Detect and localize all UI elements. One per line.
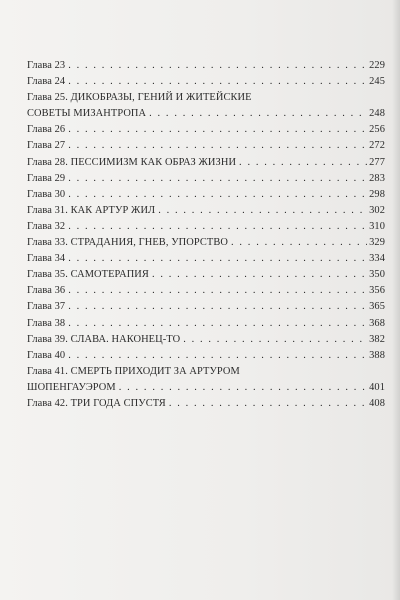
toc-entry xyxy=(27,364,385,396)
dot-leader xyxy=(158,203,367,219)
dot-leader xyxy=(68,251,367,267)
page-number: 283 xyxy=(369,172,385,184)
page-number: 388 xyxy=(369,349,385,361)
dot-leader xyxy=(152,267,367,283)
chapter-title: Глава 31. КАК АРТУР ЖИЛ xyxy=(27,204,156,216)
page-number: 277 xyxy=(369,156,385,168)
dot-leader xyxy=(68,187,367,203)
dot-leader xyxy=(169,396,367,412)
dot-leader xyxy=(239,155,367,171)
chapter-title: Глава 27 xyxy=(27,140,66,152)
page-number: 401 xyxy=(369,381,385,393)
chapter-title: Глава 36 xyxy=(27,285,66,297)
chapter-title: Глава 26 xyxy=(27,124,66,136)
chapter-title: Глава 32 xyxy=(27,220,66,232)
toc-entry xyxy=(27,283,385,299)
page-number: 272 xyxy=(369,140,385,152)
toc-entry xyxy=(27,138,385,154)
toc-entry xyxy=(27,299,385,315)
dot-leader xyxy=(68,283,367,299)
toc-entry xyxy=(27,251,385,267)
dot-leader xyxy=(68,219,367,235)
chapter-title: Глава 35. САМОТЕРАПИЯ xyxy=(27,269,149,281)
toc-entry xyxy=(27,235,385,251)
toc-entry xyxy=(27,155,385,171)
dot-leader xyxy=(119,380,367,396)
chapter-title-line2: СОВЕТЫ МИЗАНТРОПА xyxy=(27,108,147,120)
toc-entry xyxy=(27,187,385,203)
dot-leader xyxy=(68,138,367,154)
chapter-title: Глава 40 xyxy=(27,349,66,361)
page-number: 368 xyxy=(369,317,385,329)
chapter-title: Глава 30 xyxy=(27,188,66,200)
toc-entry xyxy=(27,348,385,364)
dot-leader xyxy=(231,235,367,251)
dot-leader xyxy=(68,348,367,364)
dot-leader xyxy=(68,122,367,138)
chapter-title: Глава 33. СТРАДАНИЯ, ГНЕВ, УПОРСТВО xyxy=(27,237,229,249)
page-number: 356 xyxy=(369,285,385,297)
page-number: 256 xyxy=(369,124,385,136)
chapter-title-line1: Глава 25. ДИКОБРАЗЫ, ГЕНИЙ И ЖИТЕЙСКИЕ xyxy=(27,92,252,104)
chapter-title: Глава 37 xyxy=(27,301,66,313)
page-number: 310 xyxy=(369,220,385,232)
page-number: 245 xyxy=(369,76,385,88)
table-of-contents xyxy=(27,58,385,412)
chapter-title: Глава 28. ПЕССИМИЗМ КАК ОБРАЗ ЖИЗНИ xyxy=(27,156,237,168)
toc-entry xyxy=(27,219,385,235)
dot-leader xyxy=(149,106,367,122)
toc-entry xyxy=(27,203,385,219)
chapter-title: Глава 34 xyxy=(27,253,66,265)
toc-entry xyxy=(27,122,385,138)
chapter-title: Глава 24 xyxy=(27,76,66,88)
toc-entry xyxy=(27,267,385,283)
toc-entry xyxy=(27,74,385,90)
toc-entry xyxy=(27,332,385,348)
page-number: 298 xyxy=(369,188,385,200)
dot-leader xyxy=(68,299,367,315)
chapter-title-line1: Глава 41. СМЕРТЬ ПРИХОДИТ ЗА АРТУРОМ xyxy=(27,365,240,377)
toc-entry xyxy=(27,396,385,412)
toc-entry xyxy=(27,90,385,122)
toc-entry xyxy=(27,58,385,74)
toc-entry xyxy=(27,171,385,187)
page-number: 248 xyxy=(369,108,385,120)
chapter-title: Глава 23 xyxy=(27,60,66,71)
page-number: 329 xyxy=(369,237,385,249)
chapter-title: Глава 29 xyxy=(27,172,66,184)
dot-leader xyxy=(68,74,367,90)
page-number: 334 xyxy=(369,253,385,265)
chapter-title: Глава 39. СЛАВА. НАКОНЕЦ-ТО xyxy=(27,333,181,345)
dot-leader xyxy=(183,332,367,348)
chapter-title: Глава 38 xyxy=(27,317,66,329)
page-number: 350 xyxy=(369,269,385,281)
page-number: 302 xyxy=(369,204,385,216)
page-number: 229 xyxy=(369,60,385,71)
dot-leader xyxy=(68,171,367,187)
dot-leader xyxy=(68,58,367,74)
dot-leader xyxy=(68,316,367,332)
page-number: 382 xyxy=(369,333,385,345)
chapter-title: Глава 42. ТРИ ГОДА СПУСТЯ xyxy=(27,397,166,409)
page-number: 365 xyxy=(369,301,385,313)
chapter-title-line2: ШОПЕНГАУЭРОМ xyxy=(27,381,116,393)
page-number: 408 xyxy=(369,397,385,409)
toc-entry xyxy=(27,316,385,332)
